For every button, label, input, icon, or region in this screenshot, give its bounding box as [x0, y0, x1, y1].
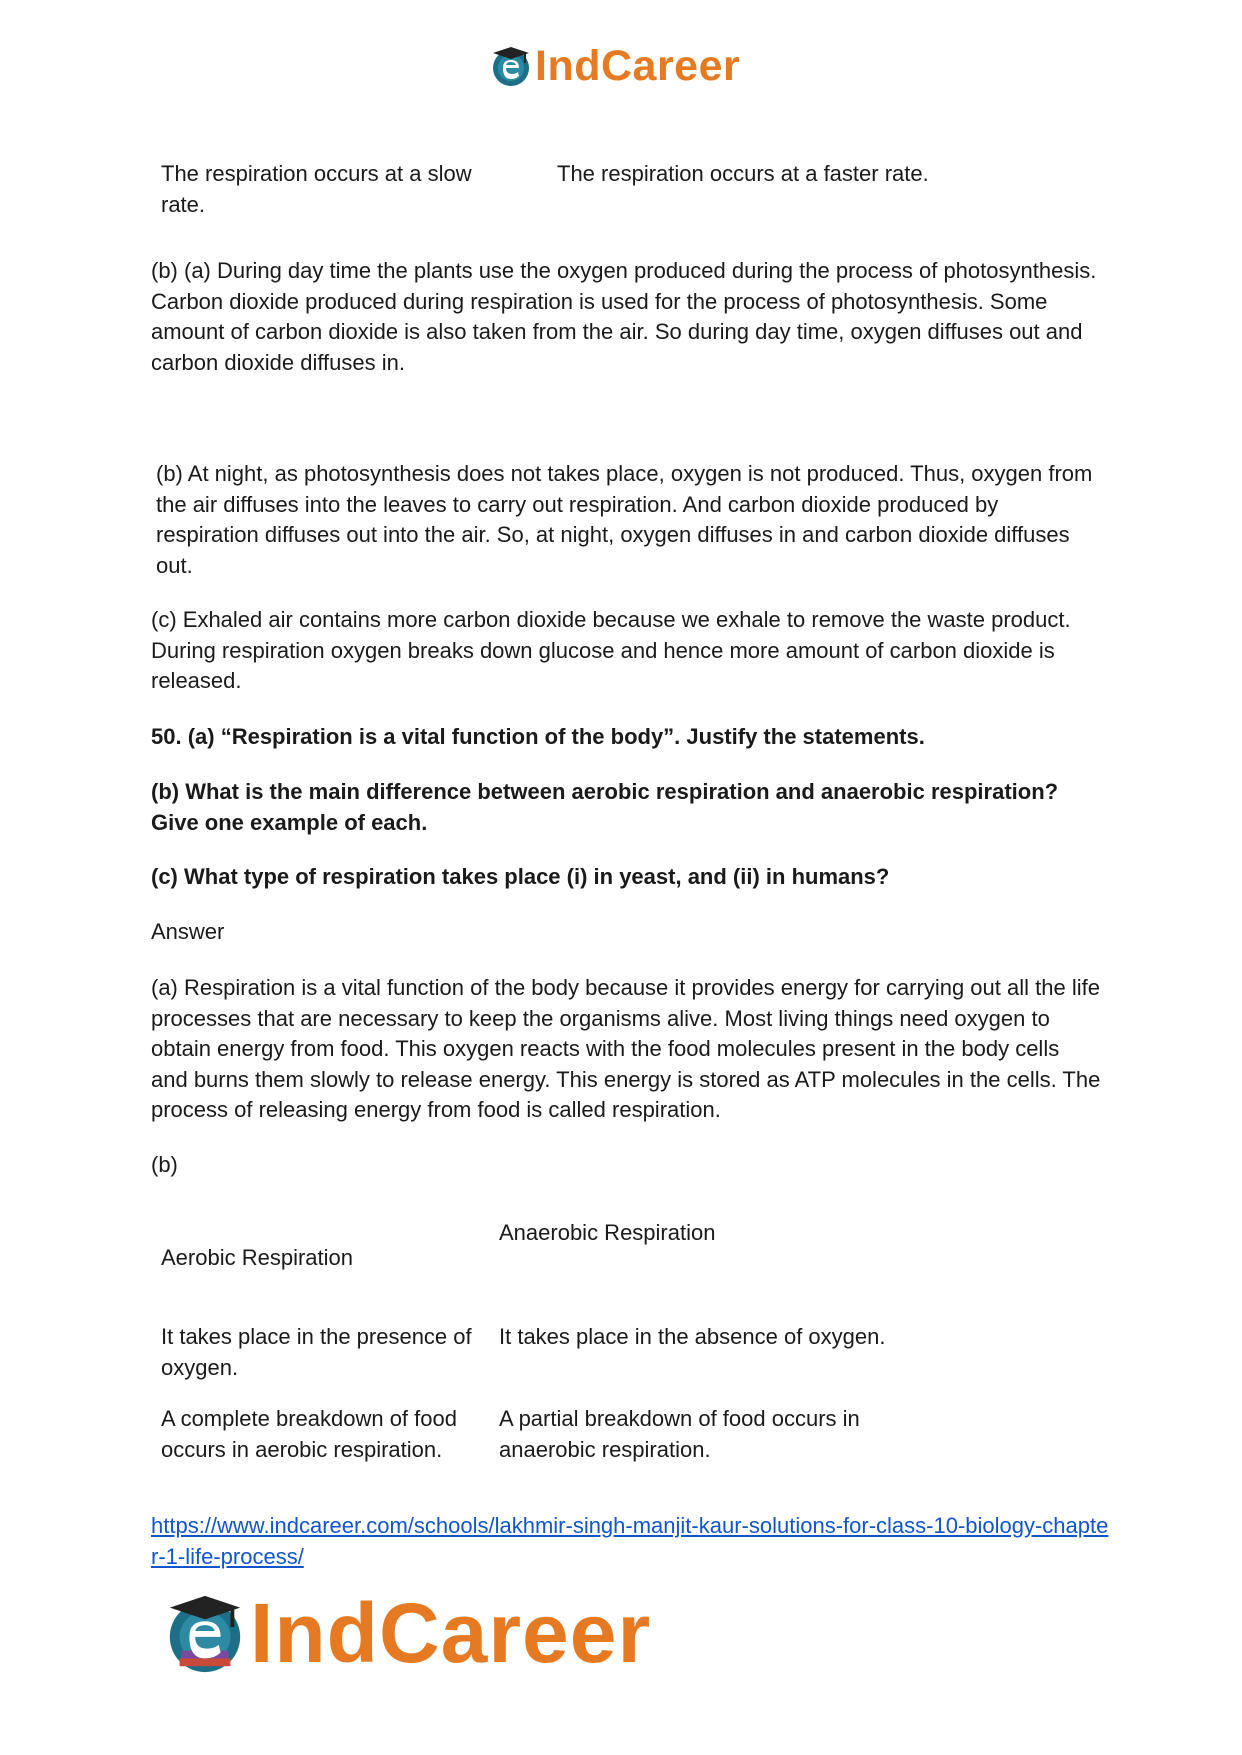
brand-wordmark: IndCareer — [535, 41, 741, 90]
answer-b-label: (b) — [151, 1152, 178, 1177]
answer-label: Answer — [151, 919, 225, 944]
table-cell-slow-rate: The respiration occurs at a slow rate. — [161, 161, 472, 217]
question-50b: (b) What is the main difference between aerobic respiration and anaerobic respiration? Give one example of each. — [151, 779, 1059, 835]
table-cell-faster-rate: The respiration occurs at a faster rate. — [557, 161, 929, 186]
footer-logo — [162, 1585, 651, 1681]
question-50a: 50. (a) “Respiration is a vital function of the body”. Justify the statements. — [151, 724, 925, 749]
question-50c: (c) What type of respiration takes place (i) in yeast, and (ii) in humans? — [151, 864, 890, 889]
answer-a: (a) Respiration is a vital function of the body because it provides energy for carrying out all the life processes that are necessary to keep the organisms alive. Most living things need oxygen to obtain energy from food. This oxygen reacts with the food molecules present in the body cells and burns them slowly to release energy. This energy is stored as ATP molecules in the cells. The process of releasing energy from food is called respiration. — [151, 975, 1101, 1122]
table-cell-anaerobic-row1: It takes place in the absence of oxygen. — [499, 1324, 886, 1349]
graduation-cap-icon — [489, 44, 533, 88]
paragraph-night: (b) At night, as photosynthesis does not takes place, oxygen is not produced. Thus, oxygen from the air diffuses into the leaves to carry out respiration. And carbon dioxide produced by respiration diffuses out into the air. So, at night, oxygen diffuses in and carbon dioxide diffuses out. — [156, 461, 1093, 578]
header-logo — [489, 40, 740, 92]
graduation-cap-icon — [162, 1590, 248, 1676]
paragraph-exhaled-air: (c) Exhaled air contains more carbon dioxide because we exhale to remove the waste product. During respiration oxygen breaks down glucose and hence more amount of carbon dioxide is released. — [151, 607, 1071, 693]
paragraph-day-time: (b) (a) During day time the plants use the oxygen produced during the process of photosynthesis. Carbon dioxide produced during respiration is used for the process of photosynthesis. Some amount of carbon dioxide is also taken from the air. So during day time, oxygen diffuses out and carbon dioxide diffuses in. — [151, 258, 1097, 375]
table-cell-aerobic-row2: A complete breakdown of food occurs in aerobic respiration. — [161, 1406, 457, 1462]
source-link[interactable]: https://www.indcareer.com/schools/lakhmir-singh-manjit-kaur-solutions-for-class-10-biology-chapter-1-life-process/ — [151, 1513, 1109, 1569]
table-cell-aerobic-row1: It takes place in the presence of oxygen. — [161, 1324, 472, 1380]
brand-wordmark: IndCareer — [250, 1586, 652, 1680]
table-header-anaerobic: Anaerobic Respiration — [499, 1220, 716, 1245]
table-cell-anaerobic-row2: A partial breakdown of food occurs in anaerobic respiration. — [499, 1406, 860, 1462]
table-header-aerobic: Aerobic Respiration — [161, 1245, 353, 1270]
